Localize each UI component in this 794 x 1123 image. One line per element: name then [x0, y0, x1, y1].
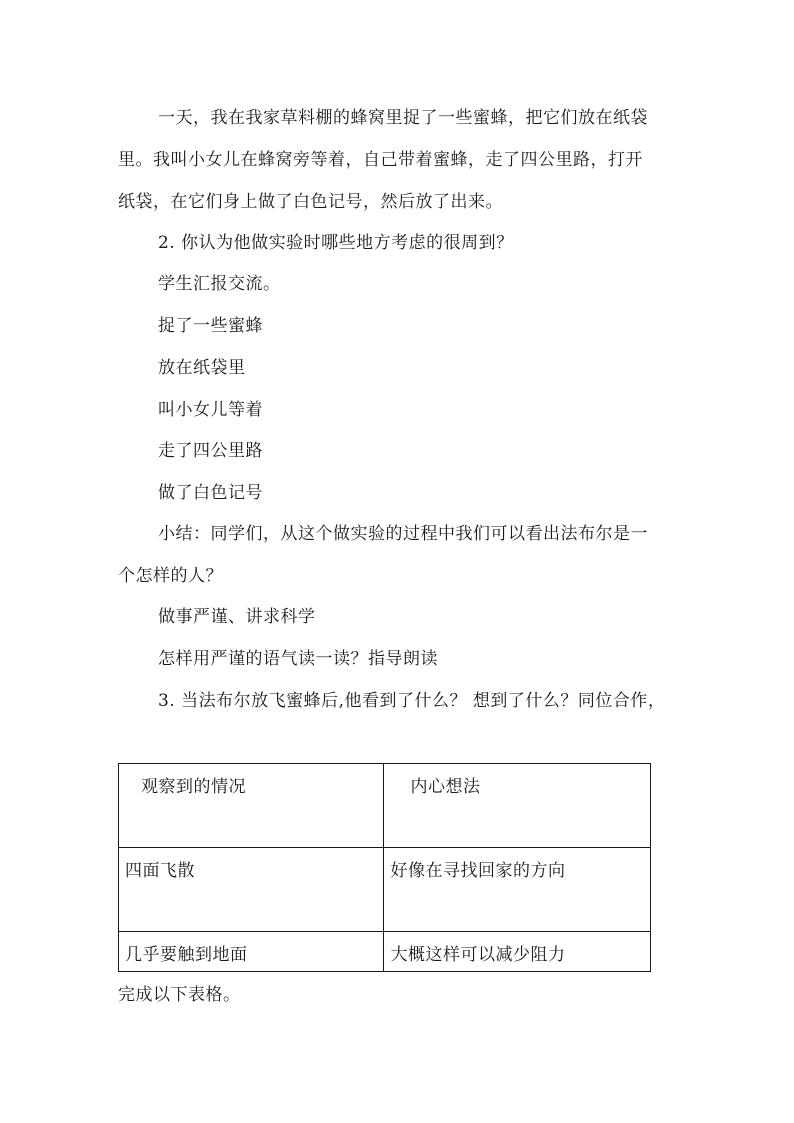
- table-cell: 好像在寻找回家的方向: [384, 848, 651, 932]
- summary-line: 小结：同学们，从这个做实验的过程中我们可以看出法布尔是一: [158, 524, 648, 544]
- list-item: 走了四公里路: [158, 441, 263, 461]
- table-header-cell: 内心想法: [384, 764, 651, 848]
- observation-table: [118, 763, 651, 972]
- paragraph-line: 里。我叫小女儿在蜂窝旁等着，自己带着蜜蜂，走了四公里路，打开: [118, 150, 643, 170]
- list-item: 做了白色记号: [158, 483, 263, 503]
- paragraph-line: 怎样用严谨的语气读一读？指导朗读: [158, 649, 438, 669]
- table-header-cell: 观察到的情况: [119, 764, 384, 848]
- table-row: [119, 848, 651, 932]
- footer-text: 完成以下表格。: [118, 985, 241, 1005]
- table-cell: 几乎要触到地面: [119, 932, 384, 972]
- paragraph-line: 学生汇报交流。: [158, 274, 281, 294]
- paragraph-line: 做事严谨、讲求科学: [158, 607, 316, 627]
- table-header-row: [119, 764, 651, 848]
- table-row: [119, 932, 651, 972]
- summary-line: 个怎样的人？: [118, 566, 223, 586]
- paragraph-line: 纸袋，在它们身上做了白色记号，然后放了出来。: [118, 192, 503, 212]
- list-item: 捉了一些蜜蜂: [158, 316, 263, 336]
- list-item: 叫小女儿等着: [158, 400, 263, 420]
- table-cell: 大概这样可以减少阻力: [384, 932, 651, 972]
- question-3: 3. 当法布尔放飞蜜蜂后,他看到了什么？ 想到了什么？同位合作，: [158, 691, 666, 711]
- question-2: 2. 你认为他做实验时哪些地方考虑的很周到？: [158, 233, 514, 253]
- list-item: 放在纸袋里: [158, 358, 246, 378]
- table-cell: 四面飞散: [119, 848, 384, 932]
- paragraph-line: 一天，我在我家草料棚的蜂窝里捉了一些蜜蜂，把它们放在纸袋: [158, 108, 648, 128]
